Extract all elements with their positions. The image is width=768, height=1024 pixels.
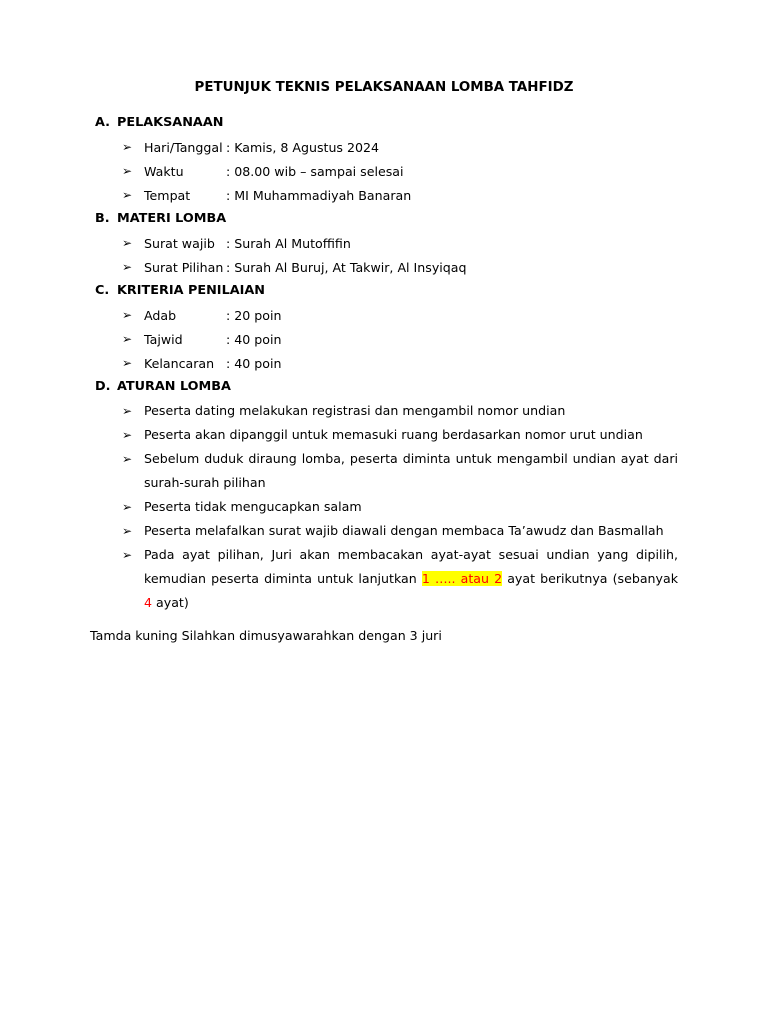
red-number: 4	[144, 595, 153, 610]
rule-text-part: ayat)	[152, 595, 189, 610]
arrow-bullet-icon: ➢	[122, 308, 133, 322]
item-label: Tempat	[144, 188, 191, 203]
section-letter: A.	[95, 115, 111, 130]
highlighted-text: 1 ….. atau 2	[421, 571, 503, 586]
item-label: Waktu	[144, 164, 184, 179]
arrow-bullet-icon: ➢	[122, 452, 133, 466]
rule-text: Peserta akan dipanggil untuk memasuki ruang berdasarkan nomor urut undian	[144, 427, 643, 442]
rule-text: Peserta dating melakukan registrasi dan mengambil nomor undian	[144, 403, 566, 418]
item-value: : Surah Al Buruj, At Takwir, Al Insyiqaq	[226, 260, 467, 275]
item-value: : 08.00 wib – sampai selesai	[226, 164, 404, 179]
section-heading-d	[95, 379, 231, 394]
arrow-bullet-icon: ➢	[122, 548, 133, 562]
section-title: MATERI LOMBA	[117, 211, 227, 226]
arrow-bullet-icon: ➢	[122, 500, 133, 514]
arrow-bullet-icon: ➢	[122, 404, 133, 418]
section-title: KRITERIA PENILAIAN	[117, 283, 266, 298]
item-label: Kelancaran	[144, 356, 215, 371]
arrow-bullet-icon: ➢	[122, 428, 133, 442]
section-letter: C.	[95, 283, 110, 298]
rule-text: Sebelum duduk diraung lomba, peserta diminta untuk mengambil undian ayat dari surah-surah pilihan	[144, 451, 678, 490]
section-heading-a	[95, 115, 223, 130]
arrow-bullet-icon: ➢	[122, 356, 133, 370]
arrow-bullet-icon: ➢	[122, 260, 133, 274]
footnote: Tamda kuning Silahkan dimusyawarahkan dengan 3 juri	[90, 628, 442, 643]
item-value: : MI Muhammadiyah Banaran	[226, 188, 412, 203]
rule-text	[144, 543, 678, 615]
rule-text-part: ayat berikutnya (sebanyak	[502, 571, 678, 586]
arrow-bullet-icon: ➢	[122, 164, 133, 178]
section-title: PELAKSANAAN	[117, 115, 224, 130]
rule-text: Peserta tidak mengucapkan salam	[144, 499, 362, 514]
section-heading-c	[95, 283, 265, 298]
arrow-bullet-icon: ➢	[122, 332, 133, 346]
item-label: Surat Pilihan	[144, 260, 224, 275]
item-value: : Kamis, 8 Agustus 2024	[226, 140, 380, 155]
section-letter: D.	[95, 379, 111, 394]
item-value: : 40 poin	[226, 332, 282, 347]
item-value: : 20 poin	[226, 308, 282, 323]
rule-text: Peserta melafalkan surat wajib diawali dengan membaca Ta’awudz dan Basmallah	[144, 523, 664, 538]
arrow-bullet-icon: ➢	[122, 188, 133, 202]
arrow-bullet-icon: ➢	[122, 236, 133, 250]
section-title: ATURAN LOMBA	[117, 379, 231, 394]
item-label: Hari/Tanggal	[144, 140, 223, 155]
item-label: Surat wajib	[144, 236, 215, 251]
item-value: : 40 poin	[226, 356, 282, 371]
rule-text-part: Pada ayat pilihan, Juri akan membacakan ayat-ayat sesuai undian yang dipilih, kemudian peserta diminta untuk lanjutkan	[144, 547, 678, 586]
arrow-bullet-icon: ➢	[122, 140, 133, 154]
arrow-bullet-icon: ➢	[122, 524, 133, 538]
item-label: Tajwid	[144, 332, 183, 347]
item-value: : Surah Al Mutoffifin	[226, 236, 351, 251]
document-title: PETUNJUK TEKNIS PELAKSANAAN LOMBA TAHFIDZ	[194, 80, 574, 95]
section-heading-b	[95, 211, 226, 226]
section-letter: B.	[95, 211, 110, 226]
item-label: Adab	[144, 308, 177, 323]
